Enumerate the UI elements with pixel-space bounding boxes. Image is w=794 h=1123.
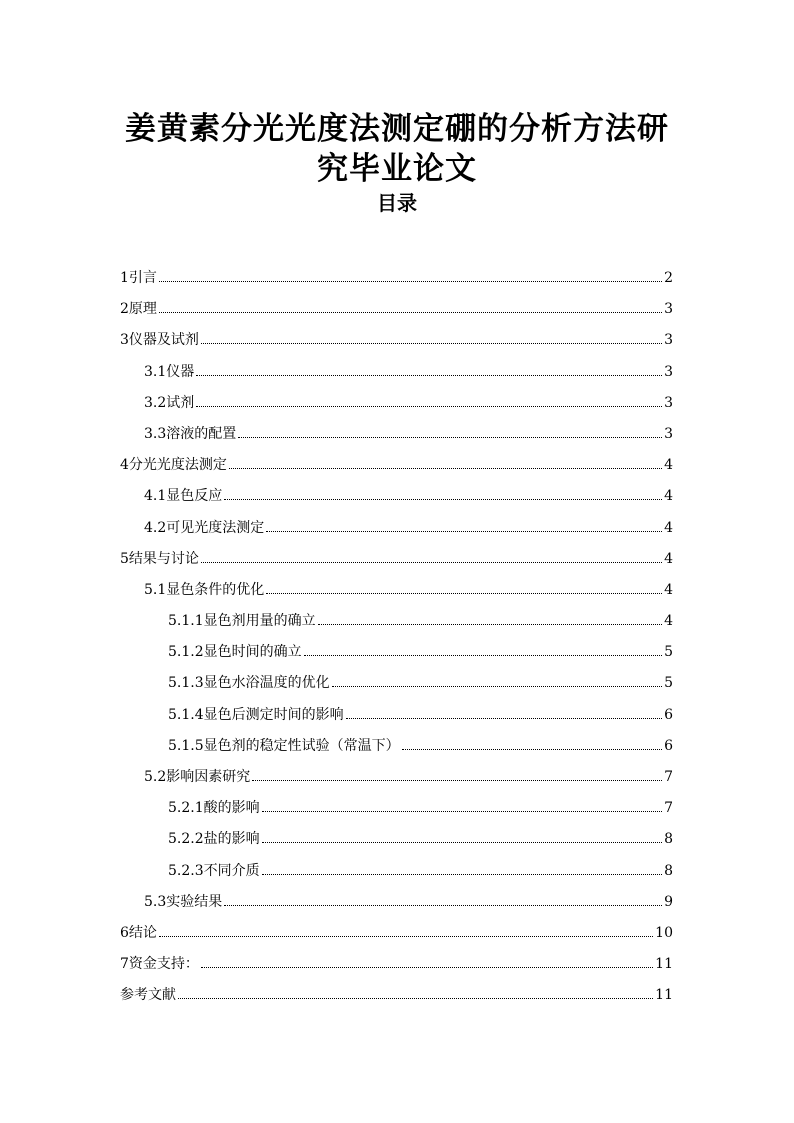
toc-entry-number: 5.1.3 [168, 675, 204, 692]
toc-entry-page-number: 7 [664, 800, 673, 817]
toc-entry-number: 5.2 [144, 769, 167, 785]
toc-entry-title: 资金支持： [128, 956, 199, 973]
toc-entry-dot-leader [238, 436, 662, 438]
toc-entry-dot-leader [196, 405, 662, 407]
toc-entry[interactable] [120, 861, 673, 892]
toc-entry-dot-leader [229, 467, 662, 469]
toc-entry-dot-leader [224, 904, 662, 906]
toc-entry[interactable] [120, 299, 673, 330]
toc-entry-number: 3.3 [144, 425, 167, 442]
toc-entry-title: 可见光度法测定 [166, 519, 265, 536]
toc-entry-page-number: 4 [664, 613, 673, 630]
toc-entry-page-number: 6 [664, 737, 673, 754]
toc-entry-title: 结论 [128, 924, 157, 941]
toc-entry-number: 4 [120, 457, 129, 474]
toc-entry[interactable] [120, 954, 673, 985]
toc-entry-title: 溶液的配置 [166, 425, 237, 442]
toc-entry-dot-leader [318, 623, 662, 625]
toc-entry-page-number: 5 [664, 644, 673, 661]
toc-entry-number: 3.1 [144, 363, 167, 380]
toc-entry[interactable] [120, 549, 673, 580]
toc-entry[interactable] [120, 736, 673, 767]
toc-entry[interactable] [120, 486, 673, 517]
toc-entry-number: 5.1 [144, 581, 167, 598]
toc-entry-page-number: 10 [655, 924, 673, 941]
toc-entry[interactable] [120, 829, 673, 860]
toc-entry-number: 5 [120, 550, 129, 567]
toc-entry-dot-leader [262, 841, 662, 843]
toc-entry-page-number: 3 [664, 332, 673, 349]
toc-entry-number: 5.1.5 [168, 737, 204, 754]
toc-entry-number: 4.2 [144, 519, 167, 536]
toc-entry-title: 原理 [128, 301, 157, 318]
toc-entry[interactable] [120, 330, 673, 361]
toc-entry-title: 引言 [128, 270, 157, 286]
toc-entry-number: 2 [120, 301, 129, 318]
toc-entry[interactable] [120, 798, 673, 829]
toc-entry-dot-leader [224, 498, 662, 500]
toc-entry-page-number: 3 [664, 425, 673, 442]
toc-entry-title: 结果与讨论 [128, 550, 199, 567]
toc-entry-title: 试剂 [166, 394, 195, 411]
toc-heading: 目录 [377, 191, 417, 215]
toc-entry-title: 显色剂的稳定性试验（常温下） [203, 737, 400, 754]
toc-entry-page-number: 2 [664, 270, 673, 286]
toc-entry-number: 3 [120, 332, 129, 349]
toc-entry-page-number: 6 [664, 706, 673, 723]
toc-entry-dot-leader [159, 935, 653, 937]
toc-entry-dot-leader [262, 873, 662, 875]
toc-entry-page-number: 4 [664, 581, 673, 598]
toc-entry-title: 显色时间的确立 [203, 644, 302, 661]
toc-entry[interactable] [120, 767, 673, 798]
toc-entry-dot-leader [266, 592, 662, 594]
toc-entry-dot-leader [332, 685, 662, 687]
toc-entry-number: 3.2 [144, 394, 167, 411]
toc-entry-page-number: 4 [664, 457, 673, 474]
toc-entry-number: 7 [120, 956, 129, 973]
toc-entry-page-number: 11 [655, 956, 673, 973]
toc-entry[interactable] [120, 611, 673, 642]
toc-entry-title: 盐的影响 [203, 831, 260, 848]
toc-entry-title: 仪器 [166, 363, 195, 380]
toc-entry-dot-leader [196, 374, 662, 376]
toc-entry-dot-leader [252, 779, 662, 781]
toc-entry-title: 显色反应 [166, 488, 223, 505]
toc-entry-title: 显色后测定时间的影响 [203, 706, 344, 723]
toc-entry[interactable] [120, 580, 673, 611]
toc-entry-page-number: 4 [664, 519, 673, 536]
toc-entry-page-number: 11 [655, 987, 673, 1004]
toc-entry-title: 参考文献 [120, 987, 176, 1004]
toc-entry-number: 5.2.3 [168, 862, 204, 879]
toc-entry-title: 分光光度法测定 [128, 457, 227, 474]
toc-entry-page-number: 3 [664, 363, 673, 380]
toc-entry-title: 仪器及试剂 [128, 332, 199, 349]
toc-entry[interactable] [120, 892, 673, 923]
toc-entry[interactable] [120, 518, 673, 549]
toc-entry-number: 5.2.1 [168, 800, 204, 817]
document-title-line-1: 姜黄素分光光度法测定硼的分析方法研 [125, 111, 669, 147]
toc-entry[interactable] [120, 923, 673, 954]
toc-entry-number: 5.1.4 [168, 706, 204, 723]
toc-entry-page-number: 8 [664, 831, 673, 848]
toc-entry-dot-leader [159, 311, 662, 313]
toc-entry-dot-leader [201, 561, 662, 563]
toc-entry-page-number: 7 [664, 769, 673, 785]
toc-entry-number: 6 [120, 924, 129, 941]
toc-entry-dot-leader [346, 717, 662, 719]
toc-entry-dot-leader [304, 654, 662, 656]
toc-entry[interactable] [120, 642, 673, 673]
toc-entry[interactable] [120, 268, 673, 299]
toc-entry-dot-leader [201, 342, 662, 344]
table-of-contents [120, 268, 673, 1017]
toc-entry-page-number: 4 [664, 550, 673, 567]
toc-entry-number: 5.1.1 [168, 613, 204, 630]
toc-entry[interactable] [120, 393, 673, 424]
toc-entry-page-number: 4 [664, 488, 673, 505]
toc-entry-number: 4.1 [144, 488, 167, 505]
toc-entry-page-number: 9 [664, 893, 673, 910]
toc-entry-title: 酸的影响 [203, 800, 260, 817]
toc-entry-title: 不同介质 [203, 862, 260, 879]
toc-entry-title: 显色剂用量的确立 [203, 613, 316, 630]
toc-entry[interactable] [120, 362, 673, 393]
toc-entry[interactable] [120, 985, 673, 1016]
toc-entry[interactable] [120, 705, 673, 736]
toc-entry-title: 影响因素研究 [166, 769, 251, 785]
toc-entry-title: 显色水浴温度的优化 [203, 675, 330, 692]
toc-entry[interactable] [120, 424, 673, 455]
toc-entry-title: 实验结果 [166, 893, 223, 910]
document-title-line-2: 究毕业论文 [317, 151, 477, 187]
toc-entry-dot-leader [159, 280, 662, 282]
toc-entry-page-number: 8 [664, 862, 673, 879]
toc-entry-page-number: 3 [664, 394, 673, 411]
toc-entry[interactable] [120, 455, 673, 486]
toc-entry-number: 5.1.2 [168, 644, 204, 661]
toc-entry-dot-leader [402, 748, 662, 750]
toc-entry-page-number: 5 [664, 675, 673, 692]
toc-entry-number: 5.3 [144, 893, 167, 910]
toc-entry-dot-leader [262, 810, 662, 812]
toc-entry-number: 1 [120, 270, 129, 286]
toc-entry-number: 5.2.2 [168, 831, 204, 848]
toc-entry-page-number: 3 [664, 301, 673, 318]
toc-entry-title: 显色条件的优化 [166, 581, 265, 598]
toc-entry-dot-leader [201, 966, 653, 968]
toc-entry-dot-leader [266, 530, 662, 532]
toc-entry[interactable] [120, 673, 673, 704]
toc-entry-dot-leader [178, 997, 653, 999]
